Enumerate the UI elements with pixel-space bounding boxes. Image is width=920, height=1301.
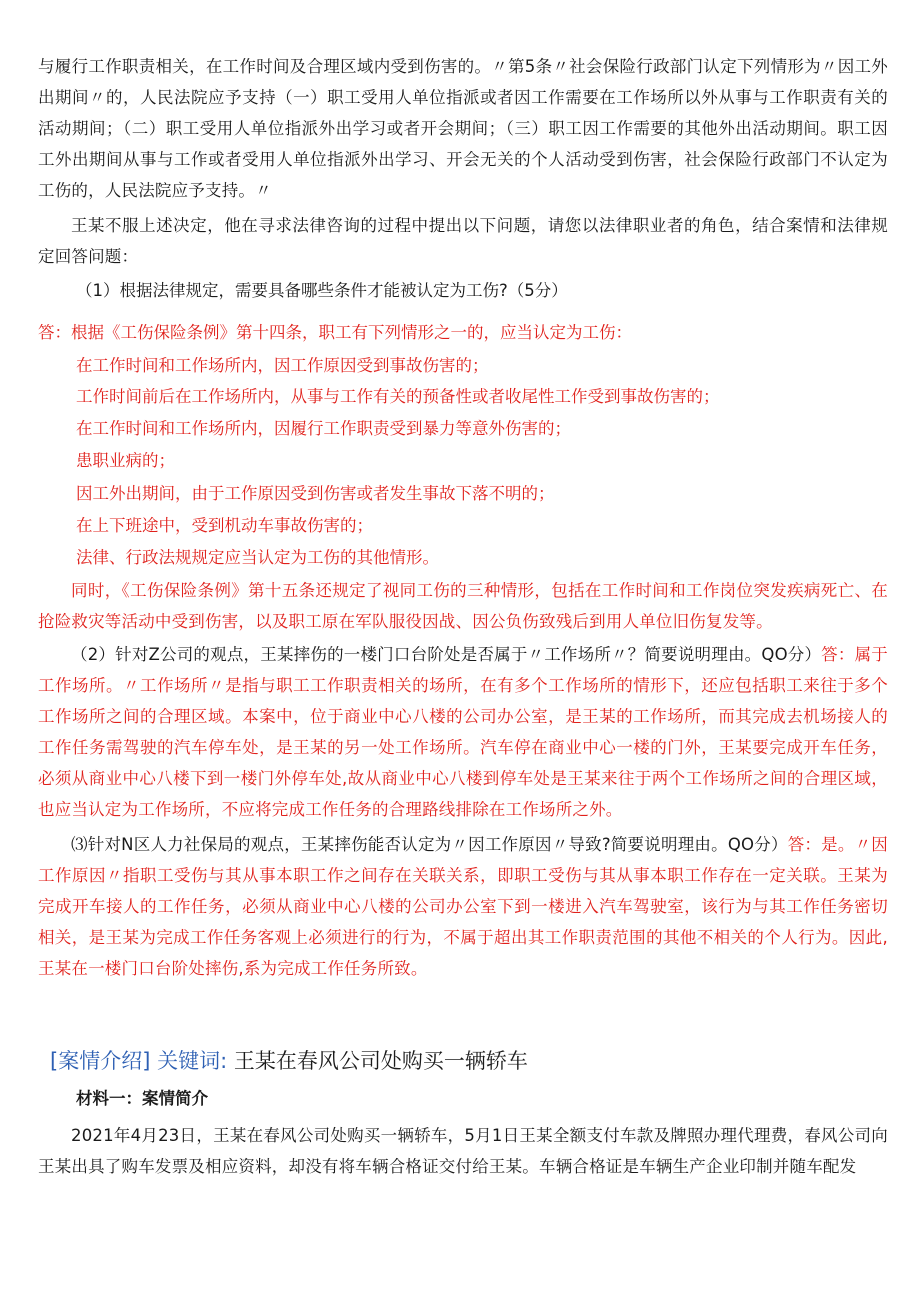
answer-1-item: 在上下班途中，受到机动车事故伤害的； xyxy=(76,516,373,535)
answer-1-item: 因工外出期间，由于工作原因受到伤害或者发生事故下落不明的； xyxy=(76,484,555,503)
answer-1-item: 患职业病的； xyxy=(76,451,175,470)
question-2: （2）针对Z公司的观点，王某摔伤的一楼门口台阶处是否属于〃工作场所〃？简要说明理由。QO分） xyxy=(71,645,822,664)
answer-1-supplement: 同时，《工伤保险条例》第十五条还规定了视同工伤的三种情形，包括在工作时间和工作岗位突发疾病死亡、在抢险救灾等活动中受到伤害，以及职工原在军队服役因战、因公负伤致残后到用人单位旧伤复发等。 xyxy=(38,581,888,631)
statute-paragraph: 与履行工作职责相关，在工作时间及合理区域内受到伤害的。〃第5条〃社会保险行政部门认定下列情形为〃因工外出期间〃的，人民法院应予支持（一）职工受用人单位指派或者因工作需要在工作场所以外从事与工作职责有关的活动期间；（二）职工受用人单位指派外出学习或者开会期间；（三）职工因工作需要的其他外出活动期间。职工因工外出期间从事与工作或者受用人单位指派外出学习、开会无关的个人活动受到伤害，社会保险行政部门不认定为工伤的，人民法院应予支持。〃 xyxy=(38,57,888,200)
answer-1-item: 在工作时间和工作场所内，因工作原因受到事故伤害的； xyxy=(76,356,489,375)
answer-1-item: 在工作时间和工作场所内，因履行工作职责受到暴力等意外伤害的； xyxy=(76,419,571,438)
material-title: 材料一：案情简介 xyxy=(76,1089,208,1108)
keyword-label: 关键词: xyxy=(157,1049,228,1073)
case-heading xyxy=(50,1043,528,1079)
case-label: [案情介绍] xyxy=(50,1049,151,1073)
question-1: （1）根据法律规定，需要具备哪些条件才能被认定为工伤?（5分） xyxy=(76,281,568,300)
material-text: 2021年4月23日，王某在春风公司处购买一辆轿车，5月1日王某全额支付车款及牌照办理代理费，春风公司向王某出具了购车发票及相应资料，却没有将车辆合格证交付给王某。车辆合格证是车辆生产企业印制并随车配发 xyxy=(38,1126,888,1176)
question-3: ⑶针对N区人力社保局的观点，王某摔伤能否认定为〃因工作原因〃导致?简要说明理由。QO分） xyxy=(71,835,788,854)
answer-1-item: 工作时间前后在工作场所内，从事与工作有关的预备性或者收尾性工作受到事故伤害的； xyxy=(76,387,720,406)
answer-2: 答：属于工作场所。〃工作场所〃是指与职工工作职责相关的场所，在有多个工作场所的情形下，还应包括职工来往于多个工作场所之间的合理区域。本案中，位于商业中心八楼的公司办公室，是王某的工作场所，而其完成去机场接人的工作任务需驾驶的汽车停车处，是王某的另一处工作场所。汽车停在商业中心一楼的门外，王某要完成开车任务，必须从商业中心八楼下到一楼门外停车处,故从商业中心八楼到停车处是王某来往于两个工作场所之间的合理区域，也应当认定为工作场所，不应将完成工作任务的合理路线排除在工作场所之外。 xyxy=(38,645,888,819)
question-2-block xyxy=(38,639,888,825)
answer-3: 答：是。〃因工作原因〃指职工受伤与其从事本职工作之间存在关联关系，即职工受伤与其从事本职工作存在一定关联。王某为完成开车接人的工作任务，必须从商业中心八楼的公司办公室下到一楼进入汽车驾驶室，该行为与其工作任务密切相关，是王某为完成工作任务客观上必须进行的行为，不属于超出其工作职责范围的其他不相关的个人行为。因此,王某在一楼门口台阶处摔伤,系为完成工作任务所致。 xyxy=(38,835,888,978)
question-3-block xyxy=(38,829,888,984)
answer-1-item: 法律、行政法规规定应当认定为工伤的其他情形。 xyxy=(76,548,439,567)
answer-1-intro: 答：根据《工伤保险条例》第十四条，职工有下列情形之一的，应当认定为工伤： xyxy=(38,323,632,342)
keyword-text: 王某在春风公司处购买一辆轿车 xyxy=(233,1049,528,1073)
question-intro-paragraph: 王某不服上述决定，他在寻求法律咨询的过程中提出以下问题，请您以法律职业者的角色，结合案情和法律规定回答问题： xyxy=(38,216,888,266)
